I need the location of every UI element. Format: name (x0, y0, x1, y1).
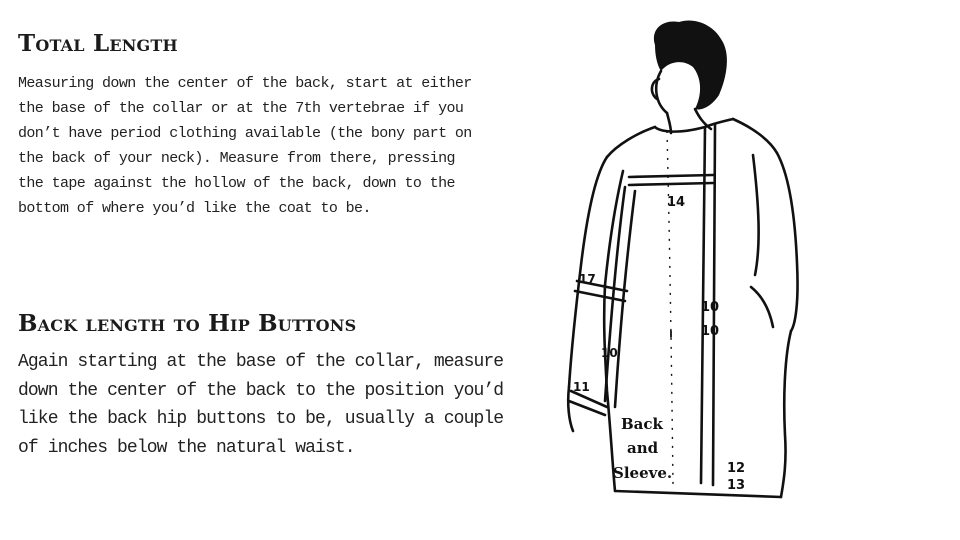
measurement-labels (573, 195, 745, 493)
total-length-heading: Total Length (18, 30, 178, 57)
label-sleeve-low: 11 (573, 380, 590, 394)
label-upper-arm: 17 (579, 272, 596, 286)
label-sleeve-mid: 10 (601, 346, 618, 360)
illustration-caption (613, 415, 672, 482)
total-length-text: Measuring down the center of the back, start at either the base of the collar or at the 7th vertebrae if you don’t have period clothing available (the bony part on the back of your neck). Measure from there, pressing the tape against the hollow of the back, down to the bottom of where you’d like the coat to be. (18, 75, 472, 217)
hip-buttons-heading: Back length to Hip Buttons (18, 310, 357, 337)
head-hair (652, 21, 727, 133)
coat-back-measurement-illustration (555, 15, 825, 500)
hip-buttons-text: Again starting at the base of the collar, measure down the center of the back to the position you’d like the back hip buttons to be, usually a couple of inches below the natural waist. (18, 352, 504, 458)
caption-line-3: Sleeve. (613, 464, 673, 482)
label-hem-upper: 12 (727, 461, 746, 476)
caption-line-2: and (627, 439, 659, 457)
label-side-upper: 10 (701, 300, 720, 315)
label-shoulder: 14 (667, 195, 686, 210)
label-side-lower: 10 (701, 324, 720, 339)
caption-line-1: Back (621, 415, 663, 433)
label-hem-lower: 13 (727, 478, 746, 493)
